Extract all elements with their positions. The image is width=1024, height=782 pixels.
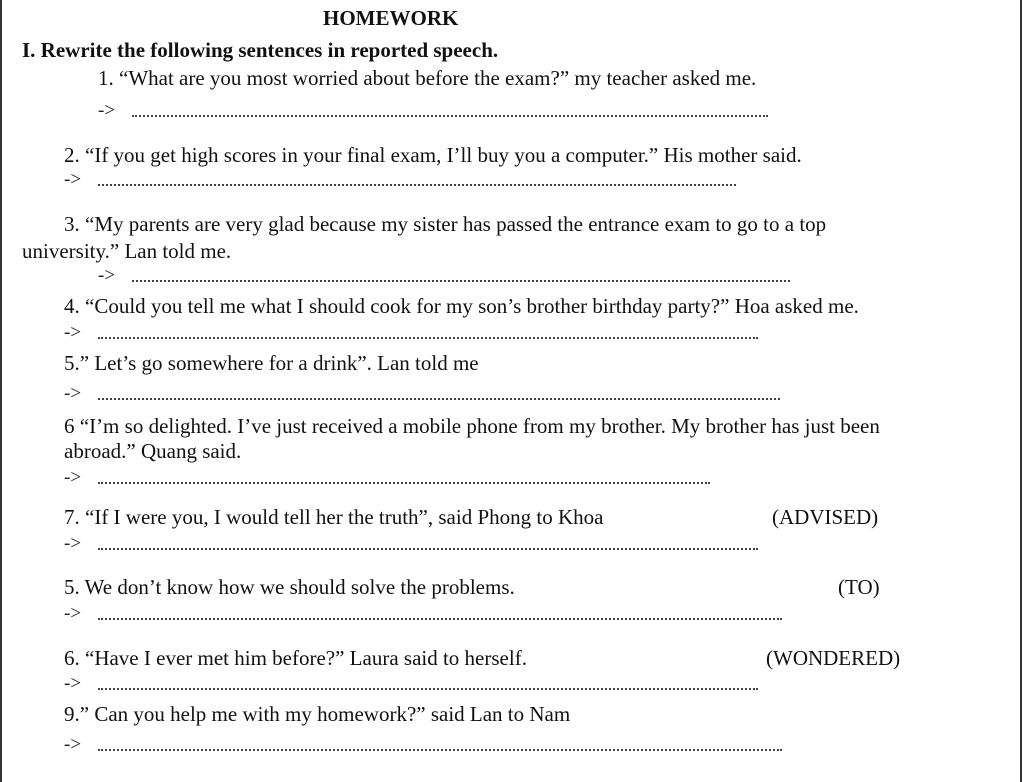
answer-arrow-3: ->: [98, 265, 116, 286]
question-6-continued: abroad.” Quang said.: [64, 439, 242, 463]
answer-line-1[interactable]: [132, 115, 768, 117]
answer-line-2[interactable]: [98, 184, 736, 186]
question-1: 1. “What are you most worried about before the exam?” my teacher asked me.: [98, 66, 757, 90]
answer-arrow-10: ->: [64, 734, 82, 755]
question-4: 4. “Could you tell me what I should cook for my son’s brother birthday party?” Hoa asked me.: [64, 294, 859, 318]
page-title: HOMEWORK: [323, 6, 459, 30]
section-heading: I. Rewrite the following sentences in reported speech.: [22, 38, 499, 62]
answer-line-4[interactable]: [98, 337, 758, 339]
answer-arrow-6: ->: [64, 467, 82, 488]
question-3-continued: university.” Lan told me.: [22, 239, 232, 263]
answer-arrow-1: ->: [98, 100, 116, 121]
answer-line-10[interactable]: [98, 749, 782, 751]
question-5: 5.” Let’s go somewhere for a drink”. Lan told me: [64, 351, 479, 375]
answer-arrow-8: ->: [64, 603, 82, 624]
keyword-hint-8: (TO): [838, 575, 880, 599]
keyword-hint-7: (ADVISED): [772, 505, 879, 529]
answer-arrow-5: ->: [64, 383, 82, 404]
question-9: 6. “Have I ever met him before?” Laura said to herself.: [64, 646, 527, 670]
answer-line-5[interactable]: [98, 398, 780, 400]
keyword-hint-9: (WONDERED): [766, 646, 901, 670]
answer-line-6[interactable]: [98, 482, 710, 484]
question-10: 9.” Can you help me with my homework?” said Lan to Nam: [64, 702, 571, 726]
answer-arrow-2: ->: [64, 169, 82, 190]
answer-line-8[interactable]: [98, 618, 782, 620]
question-2: 2. “If you get high scores in your final exam, I’ll buy you a computer.” His mother said.: [64, 143, 802, 167]
answer-line-7[interactable]: [98, 548, 758, 550]
question-8: 5. We don’t know how we should solve the problems.: [64, 575, 515, 599]
answer-line-3[interactable]: [132, 280, 790, 282]
answer-arrow-9: ->: [64, 673, 82, 694]
answer-arrow-4: ->: [64, 322, 82, 343]
answer-line-9[interactable]: [98, 688, 758, 690]
answer-arrow-7: ->: [64, 533, 82, 554]
question-3: 3. “My parents are very glad because my sister has passed the entrance exam to go to a top: [64, 212, 827, 236]
question-7: 7. “If I were you, I would tell her the truth”, said Phong to Khoa: [64, 505, 604, 529]
question-6: 6 “I’m so delighted. I’ve just received a mobile phone from my brother. My brother has just been: [64, 414, 880, 438]
